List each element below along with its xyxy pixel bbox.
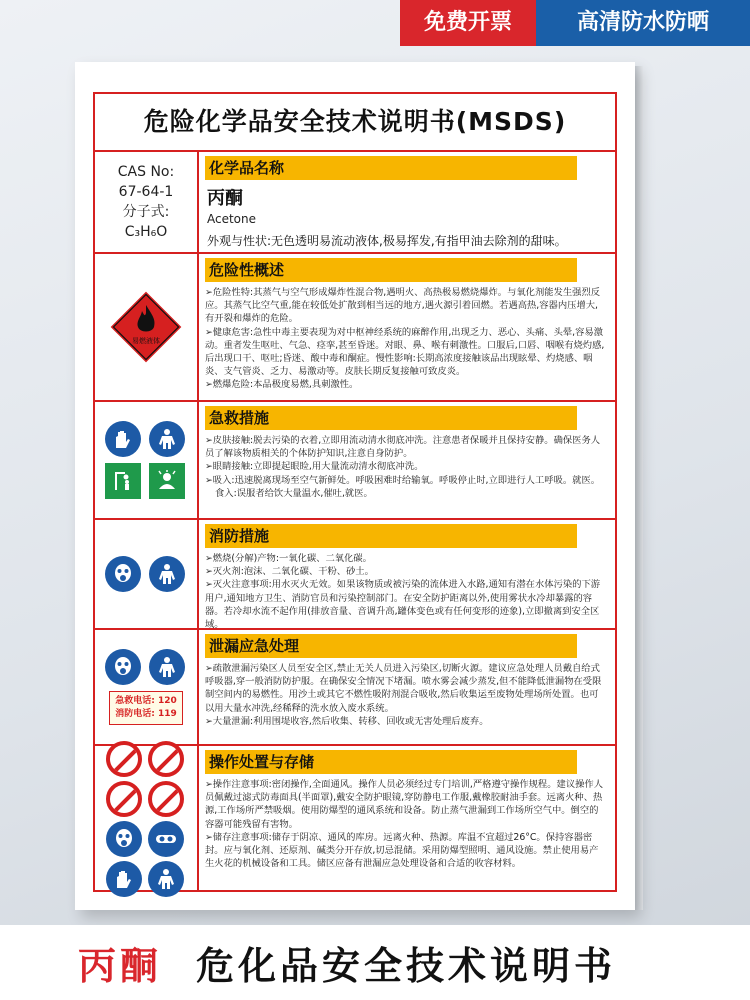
goggles-icon — [148, 821, 184, 857]
fire-icons — [105, 556, 187, 592]
first-aid-heading: 急救措施 — [205, 406, 577, 430]
protective-suit-icon — [149, 649, 185, 685]
hazard-line-2: ➢健康危害:急性中毒主要表现为对中枢神经系统的麻醉作用,出现乏力、恶心、头痛、头晕,容易激动。重者发生呕吐、气急、痉挛,甚至昏迷。对眼、鼻、喉有刺激性。口服后,口唇、咽喉有烧灼感,后出现口干、呕吐;昏迷、酸中毒和酮症。慢性影响:长期高浓度接触该品出现眩晕、灼烧感、咽炎、支气管炎、乏力、易激动等。皮肤长期反复接触可致皮炎。 — [205, 326, 605, 378]
protective-suit-icon — [149, 556, 185, 592]
protective-suit-icon — [148, 861, 184, 897]
free-invoice-badge: 免费开票 — [400, 0, 536, 46]
chem-name-cn: 丙酮 — [207, 188, 243, 209]
fire-left — [95, 520, 199, 628]
hazard-line-3: ➢燃爆危险:本品极度易燃,具刺激性。 — [205, 379, 359, 391]
fire-phone: 消防电话: 119 — [115, 709, 177, 719]
chem-name-en: Acetone — [207, 212, 257, 226]
msds-frame — [93, 92, 617, 892]
first-aid-right — [199, 402, 615, 518]
hazard-line-1: ➢危险性特:其蒸气与空气形成爆炸性混合物,遇明火、高热极易燃烧爆炸。与氧化剂能发生强烈反应。其蒸气比空气重,能在较低处扩散到相当远的地方,遇火源引着回燃。若遇高热,容器内压增大,有开裂和爆炸的危险。 — [205, 287, 601, 325]
first-aid-text: ➢皮肤接触:脱去污染的衣着,立即用流动清水彻底冲洗。注意患者保暖并且保持安静。确保医务人员了解该物质相关的个体防护知识,注意自身防护。 ➢眼睛接触:立即提起眼睑,用大量流动清水彻底冲洗。 ➢吸入:迅速脱离现场至空气新鲜处。呼吸困难时给输氧。呼吸停止时,立即进行人工呼吸。就医。 食入:误服者给饮大量温水,催吐,就医。 — [205, 435, 601, 499]
identity-row — [95, 152, 615, 254]
eyewash-icon — [149, 463, 185, 499]
fire-heading: 消防措施 — [205, 524, 577, 548]
first-aid-icons — [105, 421, 187, 499]
leak-left — [95, 630, 199, 744]
appearance-text: 外观与性状:无色透明易流动液体,极易挥发,有指甲油去除剂的甜味。 — [207, 234, 567, 248]
fire-row — [95, 520, 615, 630]
no-ignition-icon — [148, 781, 184, 817]
fire-right — [199, 520, 615, 631]
safety-shower-icon — [105, 463, 141, 499]
board-edge — [635, 66, 643, 910]
cas-value: 67-64-1 — [118, 184, 174, 200]
gas-mask-icon — [105, 556, 141, 592]
fire-text: ➢燃烧(分解)产物:一氧化碳、二氧化碳。 ➢灭火剂:泡沫、二氧化碳、干粉、砂土。 ➢灭火注意事项:用水灭火无效。如果该物质或被污染的流体进入水路,通知有潜在水体污染的下游用户,通知地方卫生、消防官员和污染控制部门。在安全防护距离以外,使用雾状水冷却暴露的容器。若冷却水流不起作用(排放音量、音调升高,罐体变色或有任何变形的迹象),立即撤离到安全区域。 — [205, 553, 601, 631]
first-aid-row — [95, 402, 615, 520]
storage-row — [95, 746, 615, 892]
leak-icons — [105, 649, 187, 685]
no-sparks-icon — [106, 781, 142, 817]
leak-text: ➢疏散泄漏污染区人员至安全区,禁止无关人员进入污染区,切断火源。建议应急处理人员戴自给式呼吸器,穿一般消防防护服。在确保安全情况下堵漏。喷水雾会减少蒸发,但不能降低泄漏物在受限制空间内的易燃性。用沙土或其它不燃性吸附剂混合吸收,然后收集运至废物处理场所处置。也可以用大量水冲洗,经稀释的洗水放入废水系统。 ➢大量泄漏:利用围堤收容,然后收集、转移、回收或无害处理后废弃。 — [205, 663, 602, 727]
leak-heading: 泄漏应急处理 — [205, 634, 577, 658]
identity-left — [95, 152, 199, 252]
gas-mask-icon — [106, 821, 142, 857]
gloves-icon — [105, 421, 141, 457]
storage-right — [199, 746, 615, 892]
identity-right — [199, 152, 615, 252]
emergency-phones — [109, 691, 183, 725]
gas-mask-icon — [105, 649, 141, 685]
banner-chem-name: 丙酮 — [78, 944, 163, 988]
first-aid-left — [95, 402, 199, 518]
waterproof-badge: 高清防水防晒 — [536, 0, 750, 46]
emergency-phone: 急救电话: 120 — [115, 696, 177, 706]
page-title: 危险化学品安全技术说明书(MSDS) — [95, 94, 615, 152]
hazard-right — [199, 254, 615, 400]
storage-left — [95, 746, 199, 892]
hazard-heading: 危险性概述 — [205, 258, 577, 282]
protective-suit-icon — [149, 421, 185, 457]
leak-row — [95, 630, 615, 746]
bottom-banner — [0, 925, 750, 1000]
leak-right — [199, 630, 615, 744]
banner-subtitle: 危化品安全技术说明书 — [196, 944, 617, 988]
flammable-liquid-icon — [106, 287, 186, 367]
formula-label: 分子式: — [122, 204, 170, 220]
top-badges — [400, 0, 750, 46]
storage-text: ➢操作注意事项:密闭操作,全面通风。操作人员必须经过专门培训,严格遵守操作规程。建议操作人员佩戴过滤式防毒面具(半面罩),戴安全防护眼镜,穿防静电工作服,戴橡胶耐油手套。远离火种、热源,工作场所严禁吸烟。使用防爆型的通风系统和设备。防止蒸气泄漏到工作场所空气中。倒空的容器可能残留有害物。 ➢储存注意事项:储存于阴凉、通风的库房。远离火种、热源。库温不宜超过26°C。保持容器密封。应与氧化剂、还原剂、碱类分开存放,切忌混储。采用防爆型照明、通风设施。禁止使用易产生火花的机械设备和工具。储区应备有泄漏应急处理设备和合适的收容材料。 — [205, 779, 604, 870]
no-smoking-icon — [106, 741, 142, 777]
chem-name-heading: 化学品名称 — [205, 156, 577, 180]
hazard-left — [95, 254, 199, 400]
no-open-flame-icon — [148, 741, 184, 777]
msds-board — [75, 62, 635, 910]
storage-heading: 操作处置与存储 — [205, 750, 577, 774]
hazard-text — [205, 286, 607, 392]
hazard-row — [95, 254, 615, 402]
cas-label: CAS No: — [117, 164, 175, 180]
gloves-icon — [106, 861, 142, 897]
storage-icons — [106, 741, 186, 897]
sign-text: 易燃液体 — [132, 337, 160, 345]
formula-value: C₃H₆O — [124, 224, 168, 240]
